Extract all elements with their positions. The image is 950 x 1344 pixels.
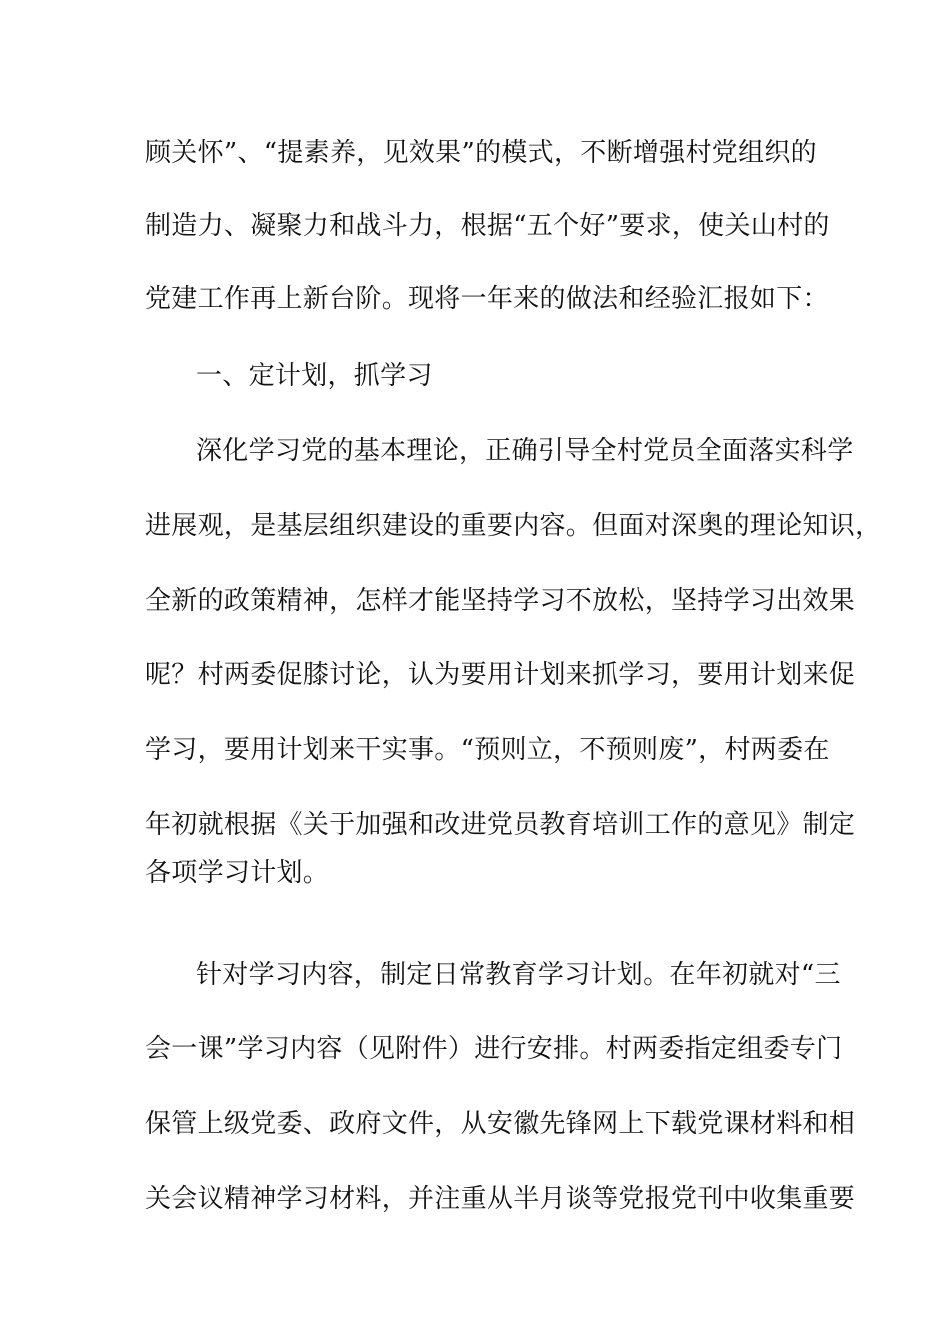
text-line-11: 各项学习计划。 xyxy=(145,858,330,888)
text-line-14: 保管上级党委、政府文件，从安徽先锋网上下载党课材料和相 xyxy=(145,1109,856,1139)
text-line-3: 党建工作再上新台阶。现将一年来的做法和经验汇报如下： xyxy=(145,284,829,314)
text-line-8: 呢？村两委促膝讨论，认为要用计划来抓学习，要用计划来促 xyxy=(145,660,856,690)
text-line-1: 顾关怀”、“提素养，见效果”的模式，不断增强村党组织的 xyxy=(145,138,817,168)
section-heading: 一、定计划，抓学习 xyxy=(196,361,433,391)
text-line-6: 进展观，是基层组织建设的重要内容。但面对深奥的理论知识， xyxy=(145,511,882,541)
text-line-7: 全新的政策精神，怎样才能坚持学习不放松，坚持学习出效果 xyxy=(145,586,856,616)
text-line-10: 年初就根据《关于加强和改进党员教育培训工作的意见》制定 xyxy=(145,810,856,840)
text-line-2: 制造力、凝聚力和战斗力，根据“五个好”要求，使关山村的 xyxy=(145,211,830,241)
text-line-9: 学习，要用计划来干实事。“预则立，不预则废”，村两委在 xyxy=(145,735,830,765)
text-line-5: 深化学习党的基本理论，正确引导全村党员全面落实科学 xyxy=(196,436,854,466)
text-line-13: 会一课”学习内容（见附件）进行安排。村两委指定组委专门 xyxy=(145,1034,843,1064)
text-line-15: 关会议精神学习材料，并注重从半月谈等党报党刊中收集重要 xyxy=(145,1184,856,1214)
text-line-12: 针对学习内容，制定日常教育学习计划。在年初就对“三 xyxy=(196,960,841,990)
